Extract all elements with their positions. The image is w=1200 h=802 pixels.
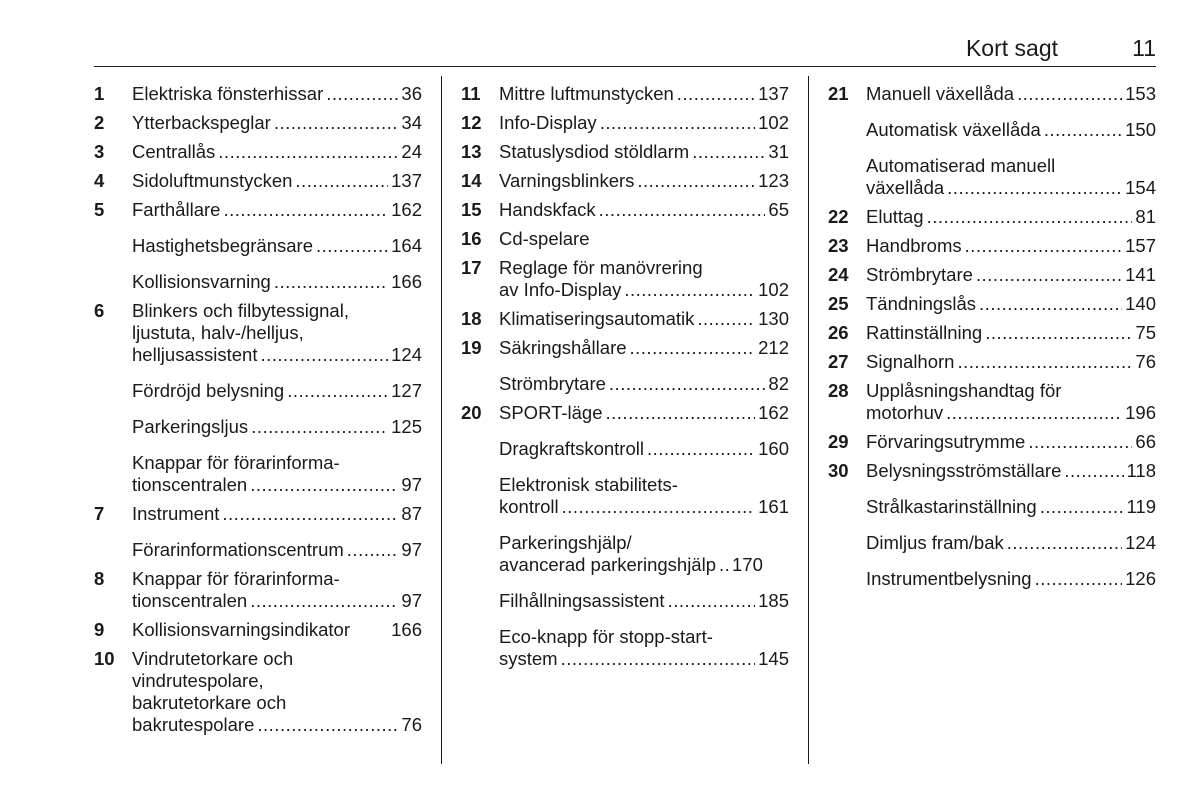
item-label: Parkeringshjälp/ — [499, 532, 632, 553]
dot-leader — [946, 402, 1122, 424]
item-label: Manuell växellåda — [866, 83, 1015, 104]
item-label: Info-Display — [499, 112, 597, 133]
item-number: 28 — [828, 380, 849, 401]
page-reference: 123 — [758, 170, 789, 191]
dot-leader — [647, 438, 755, 460]
dot-leader — [927, 206, 1133, 228]
page-reference: 119 — [1126, 496, 1156, 517]
item-label: system — [499, 648, 558, 669]
page-reference: 76 — [1135, 351, 1156, 372]
index-entry — [461, 402, 789, 424]
item-number: 5 — [94, 199, 105, 220]
item-label: Hastighetsbegränsare — [132, 235, 313, 256]
item-label: motorhuv — [866, 402, 944, 423]
item-label: Eco-knapp för stopp-start- — [499, 626, 713, 647]
dot-leader — [1040, 496, 1124, 518]
dot-leader — [250, 474, 398, 496]
page-reference: 185 — [758, 590, 789, 611]
dot-leader — [719, 554, 729, 576]
index-subentry — [828, 155, 1156, 199]
item-number: 1 — [94, 83, 105, 104]
index-entry — [94, 112, 422, 134]
page-reference: 164 — [391, 235, 422, 256]
item-label: Handskfack — [499, 199, 596, 220]
dot-leader — [668, 590, 756, 612]
dot-leader — [976, 264, 1122, 286]
dot-leader — [624, 279, 755, 301]
dot-leader — [250, 590, 398, 612]
page-header — [94, 34, 1156, 66]
page-reference: 140 — [1125, 293, 1156, 314]
index-subentry — [828, 119, 1156, 141]
dot-leader — [561, 648, 756, 670]
index-subentry — [828, 568, 1156, 590]
dot-leader — [637, 170, 755, 192]
index-column-2 — [461, 83, 789, 670]
item-label: Reglage för manövrering — [499, 257, 703, 278]
page-reference: 97 — [401, 539, 422, 560]
item-label: växellåda — [866, 177, 945, 198]
dot-leader — [223, 199, 388, 221]
page-reference: 126 — [1125, 568, 1156, 589]
index-entry — [461, 141, 789, 163]
index-entry — [94, 568, 422, 612]
item-number: 19 — [461, 337, 482, 358]
page-reference: 137 — [758, 83, 789, 104]
dot-leader — [316, 235, 388, 257]
dot-leader — [593, 228, 787, 250]
dot-leader — [274, 271, 388, 293]
dot-leader — [965, 235, 1122, 257]
dot-leader — [609, 373, 766, 395]
item-number: 10 — [94, 648, 115, 669]
item-label: Instrumentbelysning — [866, 568, 1032, 589]
dot-leader — [947, 177, 1122, 199]
page-reference: 87 — [401, 503, 422, 524]
item-label: Ytterbackspeglar — [132, 112, 271, 133]
dot-leader — [295, 170, 388, 192]
item-label: Belysningsströmställare — [866, 460, 1062, 481]
item-number: 9 — [94, 619, 105, 640]
item-label: Vindrutetorkare och — [132, 648, 294, 669]
index-column-1 — [94, 83, 422, 736]
page-reference: 102 — [758, 279, 789, 300]
index-entry — [828, 206, 1156, 228]
page-reference: 162 — [391, 199, 422, 220]
item-label: Tändningslås — [866, 293, 977, 314]
item-number: 23 — [828, 235, 849, 256]
item-label: SPORT-läge — [499, 402, 603, 423]
page-reference: 102 — [758, 112, 789, 133]
index-entry — [461, 199, 789, 221]
page-reference: 34 — [401, 112, 422, 133]
item-number: 27 — [828, 351, 849, 372]
index-entry — [94, 503, 422, 525]
dot-leader — [957, 351, 1132, 373]
header-rule — [94, 66, 1156, 67]
page-reference: 31 — [768, 141, 789, 162]
item-number: 7 — [94, 503, 105, 524]
item-label: Kollisionsvarning — [132, 271, 271, 292]
dot-leader — [326, 83, 398, 105]
index-entry — [828, 380, 1156, 424]
item-label: Strålkastarinställning — [866, 496, 1037, 517]
dot-leader — [562, 496, 755, 518]
dot-leader — [600, 112, 755, 134]
item-label: avancerad parkeringshjälp — [499, 554, 716, 575]
dot-leader — [677, 83, 755, 105]
item-label: Dragkraftskontroll — [499, 438, 644, 459]
dot-leader — [257, 714, 398, 736]
dot-leader — [1064, 460, 1123, 482]
index-entry — [94, 141, 422, 163]
dot-leader — [697, 308, 755, 330]
page-reference: 125 — [391, 416, 422, 437]
dot-leader — [1035, 568, 1123, 590]
index-subentry — [461, 373, 789, 395]
item-number: 30 — [828, 460, 849, 481]
page-number: 11 — [1132, 35, 1156, 61]
index-column-3 — [828, 83, 1156, 590]
dot-leader — [606, 402, 756, 424]
dot-leader — [274, 112, 399, 134]
item-label: Knappar för förarinforma- — [132, 568, 340, 589]
dot-leader — [353, 619, 388, 641]
page-reference: 75 — [1135, 322, 1156, 343]
index-entry — [828, 460, 1156, 482]
item-label: Förvaringsutrymme — [866, 431, 1026, 452]
page-reference: 36 — [401, 83, 422, 104]
item-number: 12 — [461, 112, 482, 133]
item-number: 13 — [461, 141, 482, 162]
index-entry — [828, 293, 1156, 315]
index-subentry — [94, 380, 422, 402]
index-entry — [461, 337, 789, 359]
dot-leader — [222, 503, 398, 525]
index-subentry — [94, 539, 422, 561]
item-label: Knappar för förarinforma- — [132, 452, 340, 473]
item-number: 20 — [461, 402, 482, 423]
dot-leader — [630, 337, 756, 359]
item-label: Sidoluftmunstycken — [132, 170, 293, 191]
item-label: Elektronisk stabilitets- — [499, 474, 678, 495]
item-label: Mittre luftmunstycken — [499, 83, 674, 104]
item-label: Elektriska fönsterhissar — [132, 83, 324, 104]
item-label: Dimljus fram/bak — [866, 532, 1004, 553]
page-reference: 157 — [1125, 235, 1156, 256]
page-reference: 66 — [1135, 431, 1156, 452]
page-reference: 124 — [1125, 532, 1156, 553]
column-divider — [441, 76, 442, 764]
item-label: Blinkers och filbytessignal, — [132, 300, 349, 321]
item-label: Handbroms — [866, 235, 962, 256]
page-reference: 97 — [401, 474, 422, 495]
section-title: Kort sagt — [965, 35, 1058, 61]
item-label: Statuslysdiod stöldlarm — [499, 141, 690, 162]
dot-leader — [287, 380, 388, 402]
dot-leader — [692, 141, 765, 163]
page-reference: 76 — [401, 714, 422, 735]
index-entry — [828, 431, 1156, 453]
page-reference: 127 — [391, 380, 422, 401]
item-label: Rattinställning — [866, 322, 983, 343]
item-label: Cd-spelare — [499, 228, 590, 249]
page-reference: 166 — [391, 619, 422, 640]
index-entry — [828, 264, 1156, 286]
page-reference: 162 — [758, 402, 789, 423]
item-label: Centrallås — [132, 141, 216, 162]
item-label: ljustuta, halv-/helljus, — [132, 322, 304, 343]
item-label: tionscentralen — [132, 474, 248, 495]
item-label: bakrutespolare — [132, 714, 255, 735]
item-label: Strömbrytare — [499, 373, 606, 394]
item-label: tionscentralen — [132, 590, 248, 611]
page-reference: 130 — [758, 308, 789, 329]
dot-leader — [1044, 119, 1122, 141]
dot-leader — [1007, 532, 1122, 554]
page-reference: 118 — [1126, 460, 1156, 481]
index-subentry — [94, 416, 422, 438]
item-number: 21 — [828, 83, 849, 104]
index-entry — [828, 235, 1156, 257]
index-entry — [94, 619, 422, 641]
page-reference: 137 — [391, 170, 422, 191]
index-entry — [94, 170, 422, 192]
page-reference: 65 — [768, 199, 789, 220]
page-reference: 97 — [401, 590, 422, 611]
item-label: Kollisionsvarningsindikator — [132, 619, 350, 640]
dot-leader — [1028, 431, 1132, 453]
dot-leader — [251, 416, 388, 438]
index-subentry — [461, 626, 789, 670]
index-subentry — [828, 532, 1156, 554]
page-reference: 150 — [1125, 119, 1156, 140]
item-number: 3 — [94, 141, 105, 162]
item-number: 4 — [94, 170, 105, 191]
item-label: Fördröjd belysning — [132, 380, 285, 401]
index-entry — [828, 83, 1156, 105]
dot-leader — [979, 293, 1122, 315]
item-label: av Info-Display — [499, 279, 622, 300]
page-reference: 24 — [401, 141, 422, 162]
index-subentry — [94, 235, 422, 257]
item-number: 24 — [828, 264, 849, 285]
index-entry — [461, 228, 789, 250]
item-label: Signalhorn — [866, 351, 955, 372]
item-number: 17 — [461, 257, 482, 278]
dot-leader — [599, 199, 766, 221]
dot-leader — [260, 344, 388, 366]
index-subentry — [461, 438, 789, 460]
item-number: 16 — [461, 228, 482, 249]
index-entry — [461, 170, 789, 192]
dot-leader — [218, 141, 398, 163]
index-subentry — [461, 532, 789, 576]
item-label: Automatisk växellåda — [866, 119, 1041, 140]
item-number: 14 — [461, 170, 482, 191]
index-entry — [94, 300, 422, 366]
item-label: Klimatiseringsautomatik — [499, 308, 695, 329]
item-label: Instrument — [132, 503, 220, 524]
index-entry — [828, 351, 1156, 373]
item-number: 18 — [461, 308, 482, 329]
index-entry — [461, 308, 789, 330]
page-reference: 196 — [1125, 402, 1156, 423]
item-label: Automatiserad manuell — [866, 155, 1056, 176]
index-entry — [461, 112, 789, 134]
page-reference: 145 — [758, 648, 789, 669]
index-subentry — [94, 452, 422, 496]
item-label: Förarinformationscentrum — [132, 539, 344, 560]
item-label: Säkringshållare — [499, 337, 627, 358]
index-subentry — [94, 271, 422, 293]
item-number: 8 — [94, 568, 105, 589]
item-label: Upplåsningshandtag för — [866, 380, 1062, 401]
item-number: 22 — [828, 206, 849, 227]
index-subentry — [461, 590, 789, 612]
item-number: 26 — [828, 322, 849, 343]
item-number: 25 — [828, 293, 849, 314]
item-label: Eluttag — [866, 206, 924, 227]
dot-leader — [1017, 83, 1122, 105]
item-number: 11 — [461, 83, 481, 104]
index-entry — [461, 83, 789, 105]
item-label: kontroll — [499, 496, 559, 517]
dot-leader — [347, 539, 399, 561]
page-reference: 160 — [758, 438, 789, 459]
page-reference: 170 — [732, 554, 763, 575]
page-reference: 81 — [1135, 206, 1156, 227]
index-entry — [94, 648, 422, 736]
column-divider — [808, 76, 809, 764]
item-label: Farthållare — [132, 199, 221, 220]
page-reference: 141 — [1125, 264, 1156, 285]
item-number: 15 — [461, 199, 482, 220]
page-reference: 82 — [768, 373, 789, 394]
page-reference: 154 — [1125, 177, 1156, 198]
item-number: 6 — [94, 300, 105, 321]
index-subentry — [461, 474, 789, 518]
index-entry — [461, 257, 789, 301]
item-label: bakrutetorkare och — [132, 692, 287, 713]
item-label: Parkeringsljus — [132, 416, 249, 437]
page-reference: 153 — [1125, 83, 1156, 104]
item-number: 2 — [94, 112, 105, 133]
page-reference: 212 — [758, 337, 789, 358]
index-entry — [94, 199, 422, 221]
item-label: Varningsblinkers — [499, 170, 635, 191]
item-label: vindrutespolare, — [132, 670, 264, 691]
index-entry — [828, 322, 1156, 344]
page-reference: 166 — [391, 271, 422, 292]
index-subentry — [828, 496, 1156, 518]
page-reference: 161 — [758, 496, 789, 517]
index-entry — [94, 83, 422, 105]
item-label: Strömbrytare — [866, 264, 973, 285]
page-reference: 124 — [391, 344, 422, 365]
item-label: Filhållningsassistent — [499, 590, 665, 611]
dot-leader — [985, 322, 1132, 344]
item-number: 29 — [828, 431, 849, 452]
item-label: helljusassistent — [132, 344, 258, 365]
